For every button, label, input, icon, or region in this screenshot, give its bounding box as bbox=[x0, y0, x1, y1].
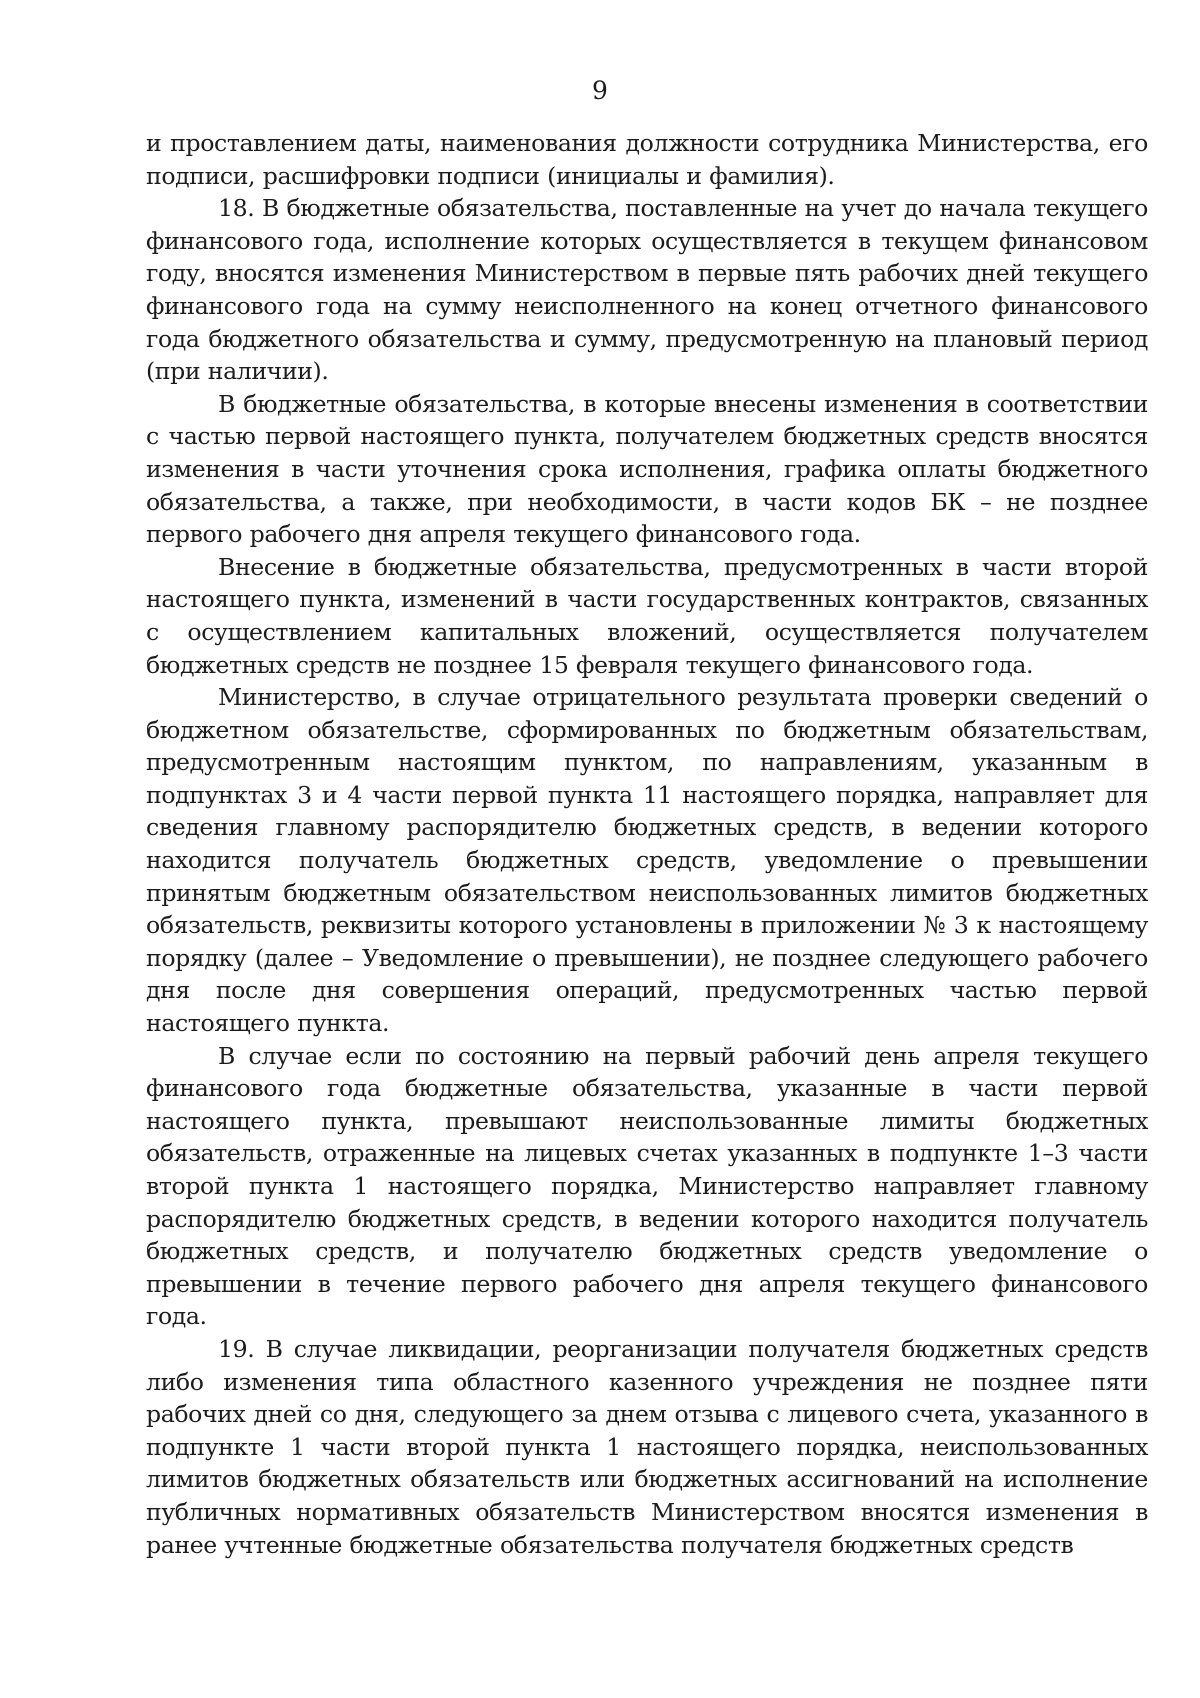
paragraph-item-18-part-4: Министерство, в случае отрицательного результата проверки сведений о бюджетном обязательстве, сформированных по бюджетным обязательствам, предусмотренным настоящим пунктом, по направлениям, указанным в подпунктах 3 и 4 части первой пункта 11 настоящего порядка, направляет для сведения главному распорядителю бюджетных средств, в ведении которого находится получатель бюджетных средств, уведомление о превышении принятым бюджетным обязательством неиспользованных лимитов бюджетных обязательств, реквизиты которого установлены в приложении № 3 к настоящему порядку (далее – Уведомление о превышении), не позднее следующего рабочего дня после дня совершения операций, предусмотренных частью первой настоящего пункта. bbox=[146, 683, 1148, 1038]
paragraph-item-18: 18. В бюджетные обязательства, поставленные на учет до начала текущего финансового года, исполнение которых осуществляется в текущем финансовом году, вносятся изменения Министерством в первые пять рабочих дней текущего финансового года на сумму неисполненного на конец отчетного финансового года бюджетного обязательства и сумму, предусмотренную на плановый период (при наличии). bbox=[146, 194, 1148, 386]
paragraph-item-19: 19. В случае ликвидации, реорганизации получателя бюджетных средств либо изменения типа областного казенного учреждения не позднее пяти рабочих дней со дня, следующего за днем отзыва с лицевого счета, указанного в подпункте 1 части второй пункта 1 настоящего порядка, неиспользованных лимитов бюджетных обязательств или бюджетных ассигнований на исполнение публичных нормативных обязательств Министерством вносятся изменения в ранее учтенные бюджетные обязательства получателя бюджетных средств bbox=[146, 1334, 1148, 1559]
paragraph-item-18-part-5: В случае если по состоянию на первый рабочий день апреля текущего финансового года бюджетные обязательства, указанные в части первой настоящего пункта, превышают неиспользованные лимиты бюджетных обязательств, отраженные на лицевых счетах указанных в подпункте 1–3 части второй пункта 1 настоящего порядка, Министерство направляет главному распорядителю бюджетных средств, в ведении которого находится получатель бюджетных средств, и получателю бюджетных средств уведомление о превышении в течение первого рабочего дня апреля текущего финансового года. bbox=[146, 1041, 1148, 1331]
paragraph-continuation: и проставлением даты, наименования должности сотрудника Министерства, его подписи, расшифровки подписи (инициалы и фамилия). bbox=[146, 129, 1148, 190]
paragraph-item-18-part-2: В бюджетные обязательства, в которые внесены изменения в соответствии с частью первой настоящего пункта, получателем бюджетных средств вносятся изменения в части уточнения срока исполнения, графика оплаты бюджетного обязательства, а также, при необходимости, в части кодов БК – не позднее первого рабочего дня апреля текущего финансового года. bbox=[146, 389, 1148, 549]
page-number: 9 bbox=[592, 76, 608, 105]
paragraph-item-18-part-3: Внесение в бюджетные обязательства, предусмотренных в части второй настоящего пункта, изменений в части государственных контрактов, связанных с осуществлением капитальных вложений, осуществляется получателем бюджетных средств не позднее 15 февраля текущего финансового года. bbox=[146, 552, 1148, 679]
document-body bbox=[146, 127, 1148, 1561]
